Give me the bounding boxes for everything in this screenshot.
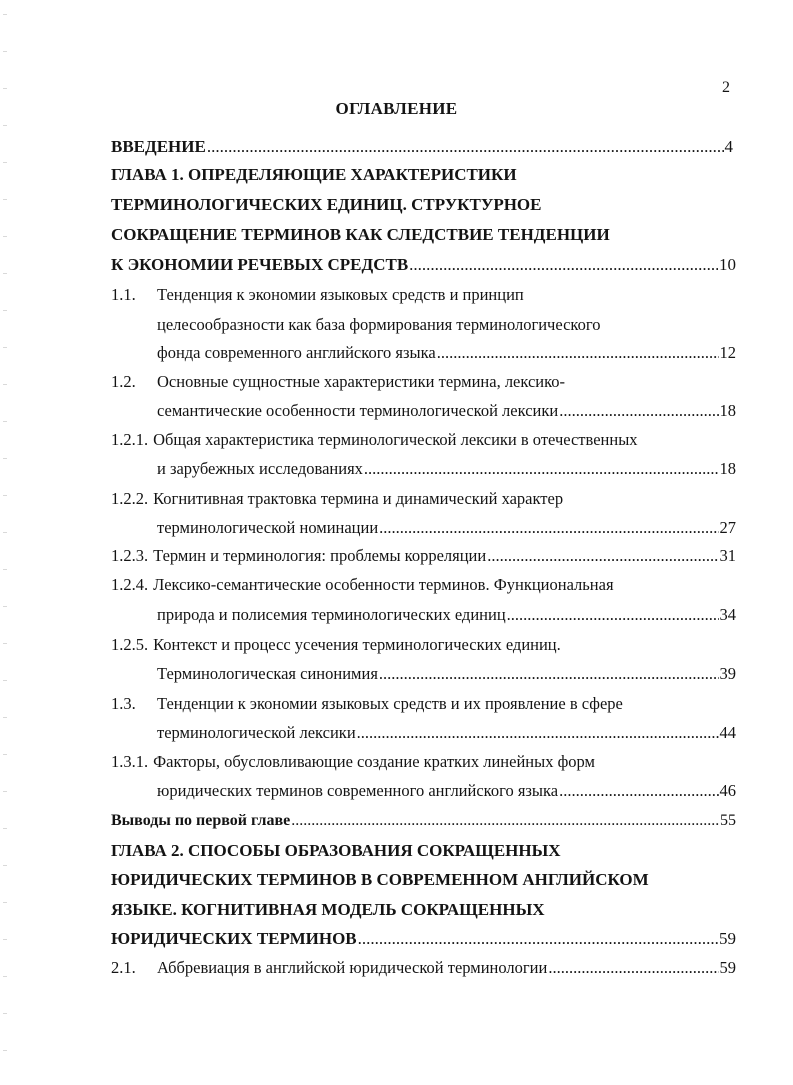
toc-section-number: 2.1. xyxy=(111,958,136,977)
toc-page-number: 59 xyxy=(719,958,736,977)
toc-entry-title: Терминологическая синонимия xyxy=(157,664,378,683)
toc-section-number: 1.2. xyxy=(111,372,136,391)
dot-leader xyxy=(291,809,719,833)
toc-section-number: 1.3.1. xyxy=(111,752,149,771)
toc-chapter1-line: ТЕРМИНОЛОГИЧЕСКИХ ЕДИНИЦ. СТРУКТУРНОЕ xyxy=(111,195,542,214)
toc-entry-title: Общая характеристика терминологической лексики в отечественных xyxy=(153,430,638,449)
toc-entry-title: природа и полисемия терминологических единиц xyxy=(157,605,506,624)
toc-entry-title: Тенденция к экономии языковых средств и принцип xyxy=(157,285,524,304)
toc-section-number: 1.2.2. xyxy=(111,489,149,508)
dot-leader xyxy=(379,516,718,540)
toc-page-number: 34 xyxy=(719,605,736,624)
toc-entry-1-2-5[interactable] xyxy=(111,633,561,657)
toc-entry-1-3-1[interactable] xyxy=(111,750,595,774)
toc-section-number: 1.2.1. xyxy=(111,430,149,449)
toc-entry-title: К ЭКОНОМИИ РЕЧЕВЫХ СРЕДСТВ xyxy=(111,255,409,274)
toc-entry-1-3-last[interactable] xyxy=(157,721,736,745)
toc-entry-1-2-2-last[interactable] xyxy=(157,516,736,540)
dot-leader xyxy=(357,721,719,745)
toc-entry-1-2-2[interactable] xyxy=(111,487,563,511)
toc-section-number: 1.3. xyxy=(111,694,136,713)
toc-page-number: 46 xyxy=(719,781,736,800)
toc-entry-chapter2[interactable] xyxy=(111,927,736,951)
toc-chapter2-line: ЮРИДИЧЕСКИХ ТЕРМИНОВ В СОВРЕМЕННОМ АНГЛИЙСКОМ xyxy=(111,870,649,889)
toc-entry-title: фонда современного английского языка xyxy=(157,343,436,362)
dot-leader xyxy=(437,341,719,365)
toc-entry-title: семантические особенности терминологической лексики xyxy=(157,401,559,420)
toc-entry-1-2-5-last[interactable] xyxy=(157,662,736,686)
toc-entry-title: Лексико-семантические особенности терминов. Функциональная xyxy=(153,575,614,594)
toc-page-number: 4 xyxy=(724,137,733,156)
toc-entry-1-3-1-last[interactable] xyxy=(157,779,736,803)
toc-page-number: 10 xyxy=(719,255,736,274)
toc-entry-title: Когнитивная трактовка термина и динамический характер xyxy=(153,489,564,508)
toc-entry-title: Выводы по первой главе xyxy=(111,812,291,829)
toc-entry-1-2-1[interactable] xyxy=(111,428,638,452)
page-number: 2 xyxy=(722,79,730,96)
toc-page-number: 27 xyxy=(719,518,736,537)
toc-chapter2-line: ГЛАВА 2. СПОСОБЫ ОБРАЗОВАНИЯ СОКРАЩЕННЫХ xyxy=(111,841,561,860)
toc-page-number: 31 xyxy=(719,546,736,565)
dot-leader xyxy=(364,457,719,481)
toc-entry-1-2-1-last[interactable] xyxy=(157,457,736,481)
toc-entry-chapter1[interactable] xyxy=(111,253,736,277)
dot-leader xyxy=(548,956,718,980)
toc-entry-title: Основные сущностные характеристики термина, лексико- xyxy=(157,372,566,391)
toc-entry-1-2-last[interactable] xyxy=(157,399,736,423)
toc-entry-title: юридических терминов современного английского языка xyxy=(157,781,559,800)
toc-section-number: 1.2.4. xyxy=(111,575,149,594)
toc-entry-title: терминологической номинации xyxy=(157,518,379,537)
toc-entry-title: ВВЕДЕНИЕ xyxy=(111,137,206,156)
toc-section-number: 1.2.5. xyxy=(111,635,149,654)
toc-page-number: 55 xyxy=(720,812,736,829)
toc-entry-title: Факторы, обусловливающие создание кратких линейных форм xyxy=(153,752,595,771)
toc-entry-title: терминологической лексики xyxy=(157,723,356,742)
toc-chapter1-line: СОКРАЩЕНИЕ ТЕРМИНОВ КАК СЛЕДСТВИЕ ТЕНДЕНЦИИ xyxy=(111,225,610,244)
dot-leader xyxy=(487,544,718,568)
toc-entry-2-1[interactable] xyxy=(111,956,736,980)
toc-page-number: 44 xyxy=(719,723,736,742)
toc-page-number: 18 xyxy=(719,401,736,420)
dot-leader xyxy=(559,779,718,803)
toc-entry-1-1-last[interactable] xyxy=(157,341,736,365)
dot-leader xyxy=(507,603,719,627)
toc-entry-conclusions[interactable] xyxy=(111,809,736,833)
toc-page-number: 12 xyxy=(719,343,736,362)
dot-leader xyxy=(379,662,719,686)
toc-section-number: 1.2.3. xyxy=(111,546,149,565)
toc-entry-1-2-4[interactable] xyxy=(111,573,614,597)
toc-chapter1-line: ГЛАВА 1. ОПРЕДЕЛЯЮЩИЕ ХАРАКТЕРИСТИКИ xyxy=(111,165,517,184)
dot-leader xyxy=(207,135,724,159)
toc-entry-1-2-4-last[interactable] xyxy=(157,603,736,627)
dot-leader xyxy=(559,399,718,423)
toc-entry-title: Аббревиация в английской юридической терминологии xyxy=(157,958,548,977)
toc-entry-intro[interactable] xyxy=(111,135,733,159)
toc-entry-1-2[interactable] xyxy=(111,370,565,394)
toc-page-number: 59 xyxy=(719,929,736,948)
dot-leader xyxy=(409,253,718,277)
toc-entry-1-2-3[interactable] xyxy=(111,544,736,568)
toc-entry-1-1[interactable] xyxy=(111,283,524,307)
toc-entry-title: Термин и терминология: проблемы корреляции xyxy=(153,546,487,565)
dot-leader xyxy=(358,927,718,951)
toc-entry-title: Тенденции к экономии языковых средств и их проявление в сфере xyxy=(157,694,623,713)
page-title: ОГЛАВЛЕНИЕ xyxy=(335,99,458,118)
toc-entry-title: и зарубежных исследованиях xyxy=(157,459,363,478)
toc-page-number: 18 xyxy=(719,459,736,478)
toc-section-number: 1.1. xyxy=(111,285,136,304)
toc-entry-1-3[interactable] xyxy=(111,692,623,716)
toc-entry-title: Контекст и процесс усечения терминологических единиц. xyxy=(153,635,561,654)
toc-chapter2-line: ЯЗЫКЕ. КОГНИТИВНАЯ МОДЕЛЬ СОКРАЩЕННЫХ xyxy=(111,900,545,919)
toc-entry-title: ЮРИДИЧЕСКИХ ТЕРМИНОВ xyxy=(111,929,357,948)
toc-page-number: 39 xyxy=(719,664,736,683)
toc-entry-continuation: целесообразности как база формирования терминологического xyxy=(157,315,601,334)
